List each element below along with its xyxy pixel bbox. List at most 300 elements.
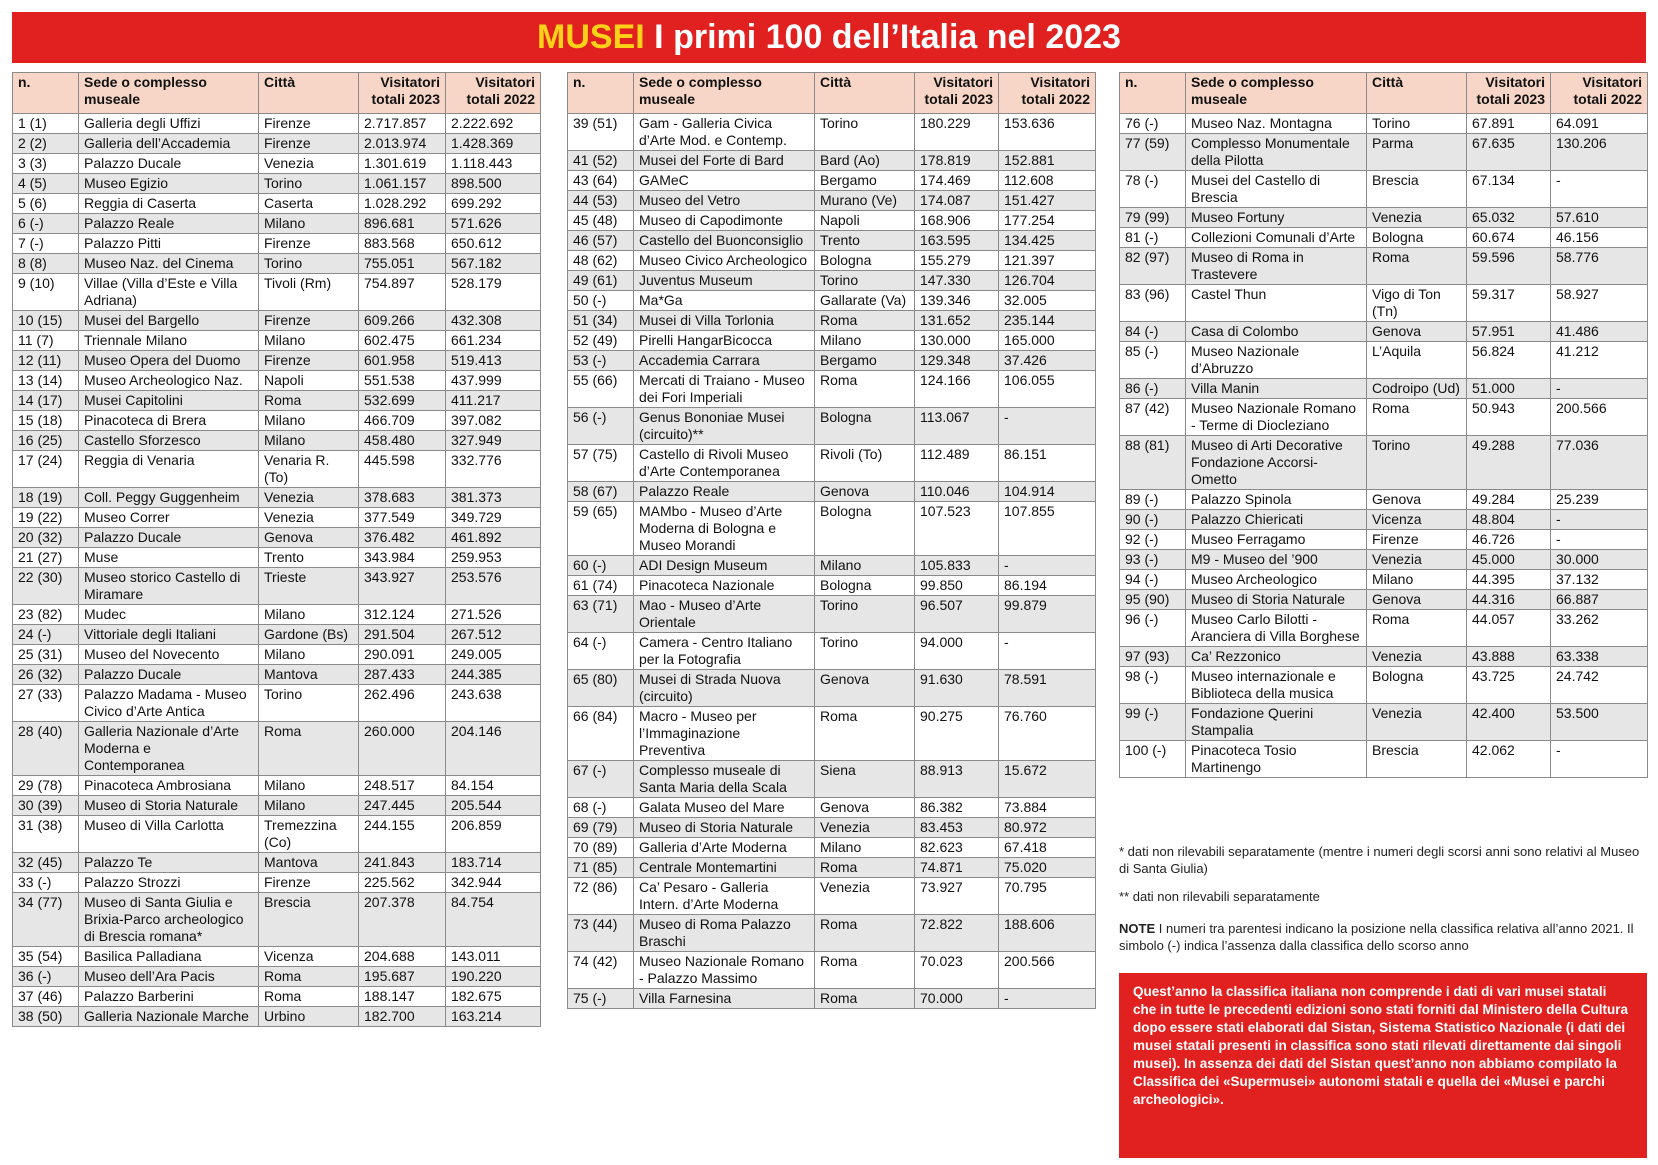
cell-rank: 28 (40) bbox=[13, 722, 79, 776]
cell-rank: 64 (-) bbox=[568, 633, 634, 670]
cell-visitatori-2023: 147.330 bbox=[915, 271, 999, 291]
cell-visitatori-2022: 84.754 bbox=[446, 893, 541, 947]
cell-citta: Roma bbox=[815, 858, 915, 878]
ranking-table-2 bbox=[567, 72, 1096, 1009]
cell-visitatori-2023: 45.000 bbox=[1467, 550, 1551, 570]
cell-visitatori-2023: 755.051 bbox=[359, 254, 446, 274]
cell-visitatori-2022: 80.972 bbox=[999, 818, 1096, 838]
table-row bbox=[568, 670, 1096, 707]
table-row bbox=[13, 234, 541, 254]
cell-visitatori-2022: 1.118.443 bbox=[446, 154, 541, 174]
cell-rank: 29 (78) bbox=[13, 776, 79, 796]
table-row bbox=[13, 331, 541, 351]
cell-rank: 61 (74) bbox=[568, 576, 634, 596]
cell-sede: Genus Bononiae Musei (circuito)** bbox=[634, 408, 815, 445]
cell-visitatori-2023: 50.943 bbox=[1467, 399, 1551, 436]
cell-rank: 21 (27) bbox=[13, 548, 79, 568]
cell-visitatori-2022: 57.610 bbox=[1551, 208, 1648, 228]
cell-visitatori-2023: 343.927 bbox=[359, 568, 446, 605]
cell-citta: Firenze bbox=[259, 351, 359, 371]
cell-rank: 33 (-) bbox=[13, 873, 79, 893]
cell-visitatori-2023: 129.348 bbox=[915, 351, 999, 371]
cell-citta: Firenze bbox=[259, 873, 359, 893]
table-row bbox=[13, 154, 541, 174]
cell-sede: GAMeC bbox=[634, 171, 815, 191]
banner-keyword: MUSEI bbox=[537, 18, 645, 56]
cell-visitatori-2023: 180.229 bbox=[915, 114, 999, 151]
table-row bbox=[13, 174, 541, 194]
cell-sede: Museo dell’Ara Pacis bbox=[79, 967, 259, 987]
cell-rank: 100 (-) bbox=[1120, 741, 1186, 778]
cell-visitatori-2022: 699.292 bbox=[446, 194, 541, 214]
header-citta: Città bbox=[815, 73, 915, 114]
cell-visitatori-2022: 86.151 bbox=[999, 445, 1096, 482]
table-row bbox=[13, 548, 541, 568]
cell-sede: Museo Ferragamo bbox=[1186, 530, 1367, 550]
table-row bbox=[1120, 590, 1648, 610]
info-box: Quest’anno la classifica italiana non comprende i dati di vari musei statali che in tutte le precedenti edizioni sono stati forniti dal Ministero della Cultura dopo essere stati elaborati dal Sistan, Sistema Statistico Nazionale (i dati dei musei statali presenti in classifica sono stati rilevati direttamente dai singoli musei). In assenza dei dati del Sistan quest’anno non abbiamo compilato la Classifica dei «Supermusei» autonomi statali e quella dei «Musei e parchi archeologici». bbox=[1119, 973, 1647, 1158]
cell-visitatori-2022: 84.154 bbox=[446, 776, 541, 796]
table-row bbox=[568, 151, 1096, 171]
cell-visitatori-2023: 99.850 bbox=[915, 576, 999, 596]
cell-visitatori-2022: 567.182 bbox=[446, 254, 541, 274]
footnote-1: * dati non rilevabili separatamente (mentre i numeri degli scorsi anni sono relativi al Museo di Santa Giulia) bbox=[1119, 844, 1640, 876]
cell-visitatori-2023: 241.843 bbox=[359, 853, 446, 873]
cell-rank: 53 (-) bbox=[568, 351, 634, 371]
cell-rank: 66 (84) bbox=[568, 707, 634, 761]
cell-sede: Museo di Santa Giulia e Brixia-Parco archeologico di Brescia romana* bbox=[79, 893, 259, 947]
cell-visitatori-2023: 110.046 bbox=[915, 482, 999, 502]
cell-visitatori-2023: 60.674 bbox=[1467, 228, 1551, 248]
cell-rank: 87 (42) bbox=[1120, 399, 1186, 436]
cell-citta: Venezia bbox=[1367, 550, 1467, 570]
cell-sede: Villa Manin bbox=[1186, 379, 1367, 399]
cell-sede: Museo Fortuny bbox=[1186, 208, 1367, 228]
cell-rank: 76 (-) bbox=[1120, 114, 1186, 134]
table-row bbox=[13, 391, 541, 411]
header-visitatori-2022: Visitatori totali 2022 bbox=[999, 73, 1096, 114]
cell-visitatori-2023: 57.951 bbox=[1467, 322, 1551, 342]
cell-citta: Torino bbox=[815, 114, 915, 151]
cell-sede: Palazzo Spinola bbox=[1186, 490, 1367, 510]
table-row bbox=[568, 915, 1096, 952]
cell-rank: 23 (82) bbox=[13, 605, 79, 625]
cell-rank: 92 (-) bbox=[1120, 530, 1186, 550]
cell-rank: 55 (66) bbox=[568, 371, 634, 408]
cell-rank: 15 (18) bbox=[13, 411, 79, 431]
cell-visitatori-2023: 70.023 bbox=[915, 952, 999, 989]
cell-visitatori-2023: 113.067 bbox=[915, 408, 999, 445]
cell-rank: 12 (11) bbox=[13, 351, 79, 371]
cell-citta: Milano bbox=[815, 556, 915, 576]
cell-sede: Galata Museo del Mare bbox=[634, 798, 815, 818]
cell-rank: 6 (-) bbox=[13, 214, 79, 234]
cell-citta: Roma bbox=[815, 952, 915, 989]
table-row bbox=[13, 947, 541, 967]
table-row bbox=[1120, 399, 1648, 436]
cell-visitatori-2022: 411.217 bbox=[446, 391, 541, 411]
cell-sede: Palazzo Barberini bbox=[79, 987, 259, 1007]
cell-citta: Torino bbox=[815, 633, 915, 670]
cell-rank: 84 (-) bbox=[1120, 322, 1186, 342]
cell-visitatori-2023: 43.725 bbox=[1467, 667, 1551, 704]
cell-citta: Rivoli (To) bbox=[815, 445, 915, 482]
cell-sede: Complesso museale di Santa Maria della Scala bbox=[634, 761, 815, 798]
cell-visitatori-2022: 46.156 bbox=[1551, 228, 1648, 248]
cell-visitatori-2022: 271.526 bbox=[446, 605, 541, 625]
cell-sede: Galleria Nazionale d’Arte Moderna e Contemporanea bbox=[79, 722, 259, 776]
cell-visitatori-2022: 70.795 bbox=[999, 878, 1096, 915]
cell-rank: 99 (-) bbox=[1120, 704, 1186, 741]
table-row bbox=[13, 987, 541, 1007]
cell-visitatori-2022: 528.179 bbox=[446, 274, 541, 311]
cell-visitatori-2023: 247.445 bbox=[359, 796, 446, 816]
cell-rank: 67 (-) bbox=[568, 761, 634, 798]
cell-sede: Palazzo Ducale bbox=[79, 154, 259, 174]
cell-visitatori-2023: 42.062 bbox=[1467, 741, 1551, 778]
cell-visitatori-2022: 32.005 bbox=[999, 291, 1096, 311]
cell-rank: 4 (5) bbox=[13, 174, 79, 194]
cell-rank: 88 (81) bbox=[1120, 436, 1186, 490]
cell-rank: 89 (-) bbox=[1120, 490, 1186, 510]
cell-citta: Venezia bbox=[1367, 208, 1467, 228]
table-row bbox=[568, 838, 1096, 858]
cell-rank: 44 (53) bbox=[568, 191, 634, 211]
cell-citta: Bologna bbox=[815, 408, 915, 445]
cell-rank: 34 (77) bbox=[13, 893, 79, 947]
cell-visitatori-2023: 532.699 bbox=[359, 391, 446, 411]
cell-visitatori-2023: 82.623 bbox=[915, 838, 999, 858]
cell-visitatori-2022: 177.254 bbox=[999, 211, 1096, 231]
cell-visitatori-2023: 182.700 bbox=[359, 1007, 446, 1027]
cell-visitatori-2023: 51.000 bbox=[1467, 379, 1551, 399]
cell-visitatori-2022: 235.144 bbox=[999, 311, 1096, 331]
cell-citta: Roma bbox=[815, 371, 915, 408]
cell-rank: 83 (96) bbox=[1120, 285, 1186, 322]
cell-rank: 14 (17) bbox=[13, 391, 79, 411]
cell-sede: Fondazione Querini Stampalia bbox=[1186, 704, 1367, 741]
note-block bbox=[1119, 920, 1647, 954]
cell-visitatori-2023: 59.317 bbox=[1467, 285, 1551, 322]
cell-sede: Musei di Strada Nuova (circuito) bbox=[634, 670, 815, 707]
cell-sede: ADI Design Museum bbox=[634, 556, 815, 576]
cell-visitatori-2023: 551.538 bbox=[359, 371, 446, 391]
cell-sede: Museo Carlo Bilotti - Aranciera di Villa Borghese bbox=[1186, 610, 1367, 647]
cell-citta: Mantova bbox=[259, 665, 359, 685]
cell-rank: 1 (1) bbox=[13, 114, 79, 134]
table-row bbox=[13, 114, 541, 134]
cell-citta: Napoli bbox=[815, 211, 915, 231]
cell-visitatori-2022: 58.776 bbox=[1551, 248, 1648, 285]
cell-sede: Museo Civico Archeologico bbox=[634, 251, 815, 271]
cell-visitatori-2022: 126.704 bbox=[999, 271, 1096, 291]
cell-rank: 37 (46) bbox=[13, 987, 79, 1007]
cell-citta: Venezia bbox=[815, 818, 915, 838]
cell-sede: Pirelli HangarBicocca bbox=[634, 331, 815, 351]
cell-rank: 9 (10) bbox=[13, 274, 79, 311]
cell-sede: Camera - Centro Italiano per la Fotografia bbox=[634, 633, 815, 670]
cell-sede: Palazzo Chiericati bbox=[1186, 510, 1367, 530]
cell-citta: Roma bbox=[259, 391, 359, 411]
cell-visitatori-2023: 72.822 bbox=[915, 915, 999, 952]
cell-visitatori-2023: 754.897 bbox=[359, 274, 446, 311]
cell-citta: Milano bbox=[259, 776, 359, 796]
cell-visitatori-2022: 163.214 bbox=[446, 1007, 541, 1027]
table-row bbox=[13, 665, 541, 685]
cell-visitatori-2022: 37.426 bbox=[999, 351, 1096, 371]
header-sede: Sede o complesso museale bbox=[79, 73, 259, 114]
cell-visitatori-2022: 200.566 bbox=[1551, 399, 1648, 436]
cell-rank: 46 (57) bbox=[568, 231, 634, 251]
cell-visitatori-2023: 174.469 bbox=[915, 171, 999, 191]
cell-citta: Milano bbox=[259, 645, 359, 665]
table-row bbox=[13, 194, 541, 214]
cell-visitatori-2022: 153.636 bbox=[999, 114, 1096, 151]
cell-sede: Museo Archeologico Naz. bbox=[79, 371, 259, 391]
cell-visitatori-2022: 25.239 bbox=[1551, 490, 1648, 510]
cell-citta: Torino bbox=[259, 685, 359, 722]
cell-citta: Caserta bbox=[259, 194, 359, 214]
cell-visitatori-2023: 42.400 bbox=[1467, 704, 1551, 741]
cell-visitatori-2023: 49.288 bbox=[1467, 436, 1551, 490]
cell-visitatori-2023: 378.683 bbox=[359, 488, 446, 508]
cell-sede: Castello del Buonconsiglio bbox=[634, 231, 815, 251]
cell-rank: 93 (-) bbox=[1120, 550, 1186, 570]
table-row bbox=[1120, 550, 1648, 570]
cell-citta: Trento bbox=[815, 231, 915, 251]
cell-citta: Roma bbox=[259, 987, 359, 1007]
note-label: NOTE bbox=[1119, 921, 1156, 936]
cell-citta: Murano (Ve) bbox=[815, 191, 915, 211]
cell-citta: Genova bbox=[1367, 322, 1467, 342]
table-row bbox=[568, 251, 1096, 271]
note-text: I numeri tra parentesi indicano la posizione nella classifica relativa all’anno 2021. Il simbolo (-) indica l’assenza dalla classifica dello scorso anno bbox=[1119, 921, 1634, 953]
cell-visitatori-2022: 152.881 bbox=[999, 151, 1096, 171]
header-citta: Città bbox=[1367, 73, 1467, 114]
cell-visitatori-2023: 195.687 bbox=[359, 967, 446, 987]
cell-citta: Roma bbox=[1367, 248, 1467, 285]
cell-sede: Coll. Peggy Guggenheim bbox=[79, 488, 259, 508]
cell-rank: 18 (19) bbox=[13, 488, 79, 508]
cell-visitatori-2022: 249.005 bbox=[446, 645, 541, 665]
cell-visitatori-2023: 86.382 bbox=[915, 798, 999, 818]
cell-citta: Bergamo bbox=[815, 351, 915, 371]
cell-citta: Codroipo (Ud) bbox=[1367, 379, 1467, 399]
cell-visitatori-2023: 376.482 bbox=[359, 528, 446, 548]
cell-sede: Palazzo Ducale bbox=[79, 665, 259, 685]
cell-rank: 16 (25) bbox=[13, 431, 79, 451]
table-row bbox=[568, 211, 1096, 231]
cell-rank: 51 (34) bbox=[568, 311, 634, 331]
cell-visitatori-2023: 83.453 bbox=[915, 818, 999, 838]
cell-sede: Museo di Storia Naturale bbox=[634, 818, 815, 838]
cell-visitatori-2023: 248.517 bbox=[359, 776, 446, 796]
cell-rank: 94 (-) bbox=[1120, 570, 1186, 590]
cell-citta: Bologna bbox=[1367, 667, 1467, 704]
table-row bbox=[13, 371, 541, 391]
table-row bbox=[1120, 228, 1648, 248]
cell-citta: Torino bbox=[815, 596, 915, 633]
table-row bbox=[13, 528, 541, 548]
cell-sede: Ma*Ga bbox=[634, 291, 815, 311]
table-row bbox=[568, 761, 1096, 798]
cell-sede: Museo Archeologico bbox=[1186, 570, 1367, 590]
header-visitatori-2023: Visitatori totali 2023 bbox=[1467, 73, 1551, 114]
table-row bbox=[1120, 570, 1648, 590]
cell-sede: Macro - Museo per l’Immaginazione Preventiva bbox=[634, 707, 815, 761]
cell-sede: Reggia di Venaria bbox=[79, 451, 259, 488]
cell-citta: Venezia bbox=[1367, 704, 1467, 741]
cell-visitatori-2022: 24.742 bbox=[1551, 667, 1648, 704]
cell-rank: 11 (7) bbox=[13, 331, 79, 351]
cell-visitatori-2022: 37.132 bbox=[1551, 570, 1648, 590]
table-row bbox=[13, 274, 541, 311]
table-row bbox=[1120, 208, 1648, 228]
cell-visitatori-2023: 70.000 bbox=[915, 989, 999, 1009]
cell-sede: Castello Sforzesco bbox=[79, 431, 259, 451]
cell-citta: Roma bbox=[815, 311, 915, 331]
cell-visitatori-2023: 225.562 bbox=[359, 873, 446, 893]
cell-visitatori-2022: 205.544 bbox=[446, 796, 541, 816]
cell-citta: Mantova bbox=[259, 853, 359, 873]
cell-sede: Villa Farnesina bbox=[634, 989, 815, 1009]
cell-rank: 56 (-) bbox=[568, 408, 634, 445]
cell-visitatori-2023: 602.475 bbox=[359, 331, 446, 351]
cell-visitatori-2023: 601.958 bbox=[359, 351, 446, 371]
cell-visitatori-2022: 461.892 bbox=[446, 528, 541, 548]
cell-visitatori-2023: 73.927 bbox=[915, 878, 999, 915]
cell-rank: 32 (45) bbox=[13, 853, 79, 873]
cell-visitatori-2022: 64.091 bbox=[1551, 114, 1648, 134]
cell-visitatori-2022: 200.566 bbox=[999, 952, 1096, 989]
table-row bbox=[1120, 530, 1648, 550]
cell-sede: Ca’ Pesaro - Galleria Intern. d’Arte Moderna bbox=[634, 878, 815, 915]
cell-visitatori-2023: 107.523 bbox=[915, 502, 999, 556]
cell-citta: Torino bbox=[1367, 114, 1467, 134]
table-row bbox=[568, 271, 1096, 291]
cell-visitatori-2023: 188.147 bbox=[359, 987, 446, 1007]
table-row bbox=[13, 351, 541, 371]
header-n: n. bbox=[13, 73, 79, 114]
cell-sede: Palazzo Ducale bbox=[79, 528, 259, 548]
cell-rank: 71 (85) bbox=[568, 858, 634, 878]
cell-visitatori-2022: 33.262 bbox=[1551, 610, 1648, 647]
cell-sede: M9 - Museo del ’900 bbox=[1186, 550, 1367, 570]
cell-citta: Torino bbox=[259, 174, 359, 194]
cell-visitatori-2023: 155.279 bbox=[915, 251, 999, 271]
table-row bbox=[13, 853, 541, 873]
cell-rank: 58 (67) bbox=[568, 482, 634, 502]
cell-sede: Museo di Villa Carlotta bbox=[79, 816, 259, 853]
cell-visitatori-2022: 381.373 bbox=[446, 488, 541, 508]
cell-citta: Roma bbox=[815, 989, 915, 1009]
cell-rank: 85 (-) bbox=[1120, 342, 1186, 379]
cell-rank: 24 (-) bbox=[13, 625, 79, 645]
cell-sede: Palazzo Reale bbox=[634, 482, 815, 502]
cell-visitatori-2023: 262.496 bbox=[359, 685, 446, 722]
cell-sede: Villae (Villa d’Este e Villa Adriana) bbox=[79, 274, 259, 311]
table-row bbox=[13, 214, 541, 234]
cell-visitatori-2022: 99.879 bbox=[999, 596, 1096, 633]
cell-sede: Palazzo Madama - Museo Civico d’Arte Antica bbox=[79, 685, 259, 722]
cell-citta: Venezia bbox=[259, 154, 359, 174]
cell-citta: Genova bbox=[815, 670, 915, 707]
cell-sede: MAMbo - Museo d’Arte Moderna di Bologna e Museo Morandi bbox=[634, 502, 815, 556]
cell-sede: Castello di Rivoli Museo d’Arte Contemporanea bbox=[634, 445, 815, 482]
header-visitatori-2023: Visitatori totali 2023 bbox=[915, 73, 999, 114]
cell-visitatori-2022: 53.500 bbox=[1551, 704, 1648, 741]
table-header-row bbox=[568, 73, 1096, 114]
cell-sede: Musei del Forte di Bard bbox=[634, 151, 815, 171]
cell-citta: Brescia bbox=[1367, 171, 1467, 208]
cell-visitatori-2022: 77.036 bbox=[1551, 436, 1648, 490]
header-citta: Città bbox=[259, 73, 359, 114]
cell-rank: 22 (30) bbox=[13, 568, 79, 605]
cell-sede: Museo internazionale e Biblioteca della musica bbox=[1186, 667, 1367, 704]
cell-visitatori-2023: 1.061.157 bbox=[359, 174, 446, 194]
cell-visitatori-2022: 571.626 bbox=[446, 214, 541, 234]
cell-citta: Roma bbox=[815, 707, 915, 761]
cell-sede: Museo di Arti Decorative Fondazione Accorsi-Ometto bbox=[1186, 436, 1367, 490]
cell-rank: 3 (3) bbox=[13, 154, 79, 174]
cell-citta: Milano bbox=[815, 331, 915, 351]
cell-visitatori-2022: 349.729 bbox=[446, 508, 541, 528]
cell-rank: 41 (52) bbox=[568, 151, 634, 171]
cell-citta: Torino bbox=[1367, 436, 1467, 490]
cell-citta: Firenze bbox=[1367, 530, 1467, 550]
cell-sede: Museo storico Castello di Miramare bbox=[79, 568, 259, 605]
cell-visitatori-2023: 1.301.619 bbox=[359, 154, 446, 174]
cell-rank: 19 (22) bbox=[13, 508, 79, 528]
cell-citta: Genova bbox=[259, 528, 359, 548]
cell-visitatori-2023: 896.681 bbox=[359, 214, 446, 234]
cell-citta: Torino bbox=[259, 254, 359, 274]
cell-sede: Palazzo Strozzi bbox=[79, 873, 259, 893]
cell-rank: 98 (-) bbox=[1120, 667, 1186, 704]
cell-visitatori-2022: 41.486 bbox=[1551, 322, 1648, 342]
cell-rank: 90 (-) bbox=[1120, 510, 1186, 530]
table-row bbox=[568, 878, 1096, 915]
cell-visitatori-2022: - bbox=[999, 989, 1096, 1009]
cell-rank: 43 (64) bbox=[568, 171, 634, 191]
cell-sede: Musei del Bargello bbox=[79, 311, 259, 331]
cell-visitatori-2022: 332.776 bbox=[446, 451, 541, 488]
cell-visitatori-2022: 86.194 bbox=[999, 576, 1096, 596]
cell-sede: Museo Nazionale d’Abruzzo bbox=[1186, 342, 1367, 379]
table-row bbox=[568, 351, 1096, 371]
cell-sede: Palazzo Pitti bbox=[79, 234, 259, 254]
cell-rank: 78 (-) bbox=[1120, 171, 1186, 208]
cell-visitatori-2023: 377.549 bbox=[359, 508, 446, 528]
cell-sede: Palazzo Te bbox=[79, 853, 259, 873]
cell-visitatori-2022: 204.146 bbox=[446, 722, 541, 776]
cell-visitatori-2022: - bbox=[999, 408, 1096, 445]
banner-title: I primi 100 dell’Italia nel 2023 bbox=[654, 18, 1121, 56]
cell-citta: Venezia bbox=[259, 508, 359, 528]
cell-citta: Milano bbox=[259, 331, 359, 351]
cell-visitatori-2023: 130.000 bbox=[915, 331, 999, 351]
cell-citta: Genova bbox=[1367, 490, 1467, 510]
cell-visitatori-2022: 134.425 bbox=[999, 231, 1096, 251]
page-banner bbox=[12, 12, 1646, 63]
table-row bbox=[13, 431, 541, 451]
table-row bbox=[1120, 171, 1648, 208]
cell-visitatori-2022: 58.927 bbox=[1551, 285, 1648, 322]
cell-rank: 72 (86) bbox=[568, 878, 634, 915]
cell-sede: Mudec bbox=[79, 605, 259, 625]
cell-visitatori-2022: 327.949 bbox=[446, 431, 541, 451]
cell-citta: Vicenza bbox=[1367, 510, 1467, 530]
